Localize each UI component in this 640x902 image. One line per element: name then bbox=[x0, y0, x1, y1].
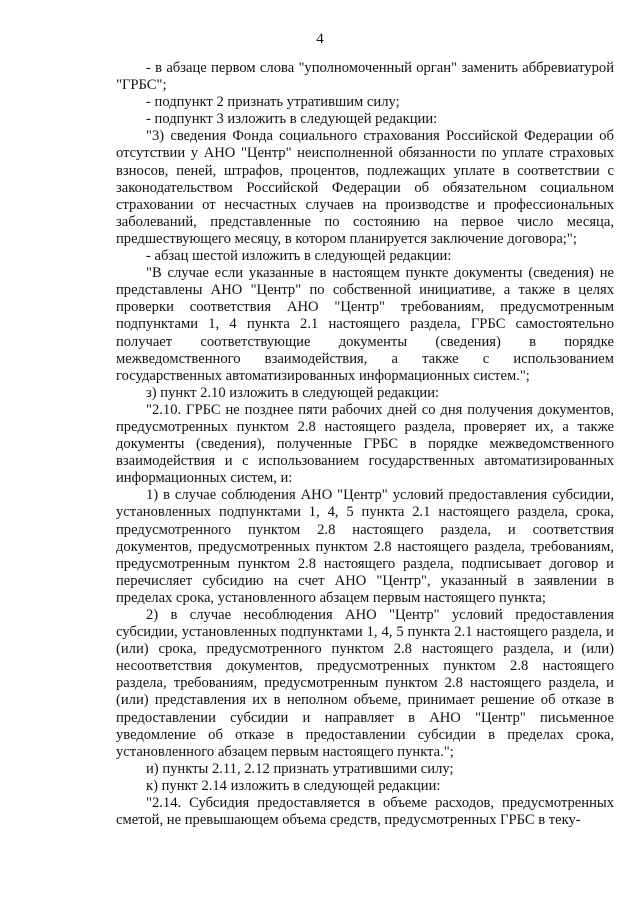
document-body bbox=[116, 60, 614, 829]
paragraph: к) пункт 2.14 изложить в следующей редакции: bbox=[146, 777, 441, 794]
paragraph: - подпункт 2 признать утратившим силу; bbox=[146, 94, 400, 111]
paragraph: "2.10. ГРБС не позднее пяти рабочих дней со дня получения документов, предусмотренных пунктом 2.8 настоящего раздела, проверяет их, а также документы (сведения), полученные ГРБС в порядке межведомственного взаимодействия и с использованием государственных автоматизированных информационных систем, и: bbox=[116, 401, 614, 487]
paragraph: "В случае если указанные в настоящем пункте документы (сведения) не представлены АНО "Центр" по собственной инициативе, а также в целях проверки соответствия АНО "Центр" требованиям, предусмотренным подпунктами 1, 4 пункта 2.1 настоящего раздела, ГРБС самостоятельно получает соответствующие документы (сведения) в порядке межведомственного взаимодействия, а также с использованием государственных автоматизированных информационных систем."; bbox=[116, 265, 614, 384]
paragraph: - абзац шестой изложить в следующей редакции: bbox=[146, 248, 452, 265]
paragraph: 2) в случае несоблюдения АНО "Центр" условий предоставления субсидии, установленных подпунктами 1, 4, 5 пункта 2.1 настоящего раздела, и (или) срока, предусмотренного пунктом 2.8 настоящего раздела, и (или) несоответствия документов, предусмотренных пунктом 2.8 настоящего раздела, требованиям, предусмотренным пунктом 2.8 настоящего раздела, и (или) представления их в неполном объеме, принимает решение об отказе в предоставлении субсидии и направляет в АНО "Центр" письменное уведомление об отказе в предоставлении субсидии в пределах срока, установленного абзацем первым настоящего пункта."; bbox=[116, 607, 614, 760]
paragraph: "2.14. Субсидия предоставляется в объеме расходов, предусмотренных сметой, не превышающем объема средств, предусмотренных ГРБС в теку- bbox=[116, 795, 614, 829]
paragraph: и) пункты 2.11, 2.12 признать утратившими силу; bbox=[146, 760, 454, 777]
page-number: 4 bbox=[316, 31, 324, 47]
paragraph: - в абзаце первом слова "уполномоченный орган" заменить аббревиатурой "ГРБС"; bbox=[116, 60, 614, 94]
paragraph: "3) сведения Фонда социального страхования Российской Федерации об отсутствии у АНО "Центр" неисполненной обязанности по уплате страховых взносов, пеней, штрафов, процентов, подлежащих уплате в соответствии с законодательством Российской Федерации об обязательном социальном страховании от несчастных случаев на производстве и профессиональных заболеваний, представленные по состоянию на первое число месяца, предшествующего месяцу, в котором планируется заключение договора;"; bbox=[116, 128, 614, 247]
paragraph: 1) в случае соблюдения АНО "Центр" условий предоставления субсидии, установленных подпунктами 1, 4, 5 пункта 2.1 настоящего раздела, срока, предусмотренного пунктом 2.8 настоящего раздела, и соответствия документов, предусмотренных пунктом 2.8 настоящего раздела, требованиям, предусмотренным пунктом 2.8 настоящего раздела, подписывает договор и перечисляет субсидию на счет АНО "Центр", указанный в заявлении в пределах срока, установленного абзацем первым настоящего пункта; bbox=[116, 487, 614, 606]
paragraph: - подпункт 3 изложить в следующей редакции: bbox=[146, 111, 438, 128]
paragraph: з) пункт 2.10 изложить в следующей редакции: bbox=[146, 384, 440, 401]
